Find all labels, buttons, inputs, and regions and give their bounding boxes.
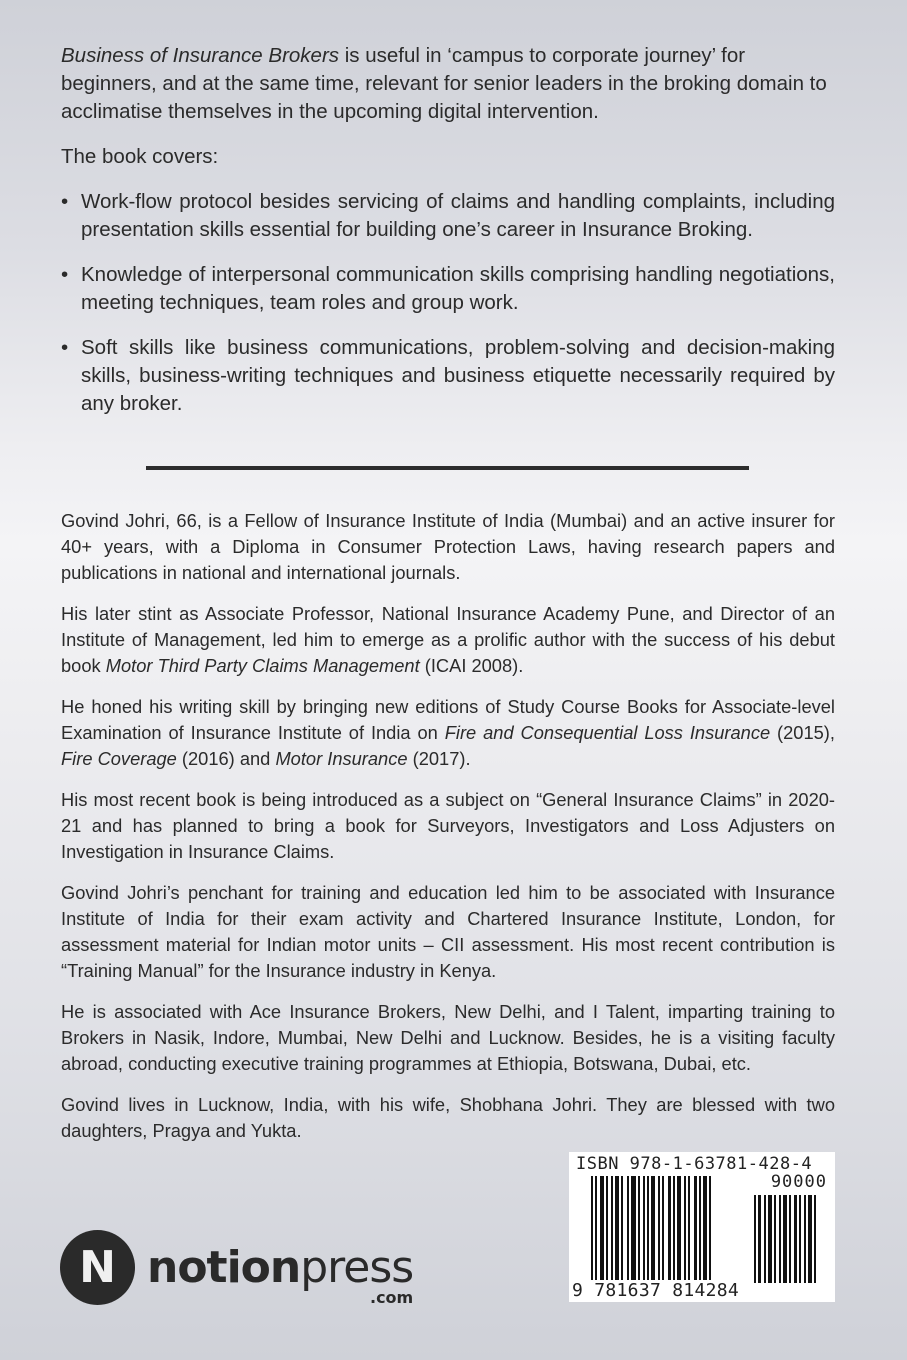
intro-paragraph: Business of Insurance Brokers is useful in ‘campus to corporate journey’ for beginners, and at the same time, relevant for senior leaders in the broking domain to acclimatise themselves in the upcoming digital intervention.	[61, 44, 827, 123]
section-divider	[146, 466, 749, 470]
bio-paragraph: Govind lives in Lucknow, India, with his wife, Shobhana Johri. They are blessed with two daughters, Pragya and Yukta.	[61, 1094, 835, 1141]
list-item: • Soft skills like business communications, problem-solving and decision-making skills, business-writing techniques and business etiquette necessarily required by any broker.	[61, 334, 835, 418]
covers-label: The book covers:	[61, 145, 219, 168]
author-bio	[61, 508, 835, 1159]
isbn-barcode	[569, 1152, 835, 1302]
book-description	[61, 42, 835, 435]
bio-paragraph: His later stint as Associate Professor, National Insurance Academy Pune, and Director of an Institute of Management, led him to emerge as a prolific author with the success of his debut book Motor Third Party Claims Management (ICAI 2008).	[61, 603, 835, 676]
bio-paragraph: He honed his writing skill by bringing new editions of Study Course Books for Associate-level Examination of Insurance Institute of India on Fire and Consequential Loss Insurance (2015), Fire Coverage (2016) and Motor Insurance (2017).	[61, 696, 835, 769]
publisher-logo	[60, 1230, 413, 1305]
isbn-label: ISBN 978-1-63781-428-4	[576, 1154, 813, 1174]
barcode-bars-icon	[591, 1176, 737, 1288]
list-item: • Knowledge of interpersonal communication skills comprising handling negotiations, meeting techniques, team roles and group work.	[61, 261, 835, 317]
addon-barcode-bars-icon	[754, 1195, 828, 1283]
bio-paragraph: He is associated with Ace Insurance Brokers, New Delhi, and I Talent, imparting training to Brokers in Nasik, Indore, Mumbai, New Delhi and Lucknow. Besides, he is a visiting faculty abroad, conducting executive training programmes at Ethiopia, Botswana, Dubai, etc.	[61, 1001, 835, 1074]
bio-paragraph: Govind Johri’s penchant for training and education led him to be associated with Insurance Institute of India for their exam activity and Chartered Insurance Institute, London, for assessment material for Indian motor units – CII assessment. His most recent contribution is “Training Manual” for the Insurance industry in Kenya.	[61, 882, 835, 981]
covers-list	[61, 188, 835, 418]
book-title: Business of Insurance Brokers	[61, 44, 340, 67]
bio-paragraph: His most recent book is being introduced as a subject on “General Insurance Claims” in 2020-21 and has planned to bring a book for Surveyors, Investigators and Loss Adjusters on Investigation in Insurance Claims.	[61, 789, 835, 862]
price-code: 90000	[770, 1172, 827, 1192]
notion-press-n-icon: N	[60, 1230, 135, 1305]
bio-paragraph: Govind Johri, 66, is a Fellow of Insurance Institute of India (Mumbai) and an active insurer for 40+ years, with a Diploma in Consumer Protection Laws, having research papers and publications in national and international journals.	[61, 510, 835, 583]
list-item: • Work-flow protocol besides servicing of claims and handling complaints, including presentation skills essential for building one’s career in Insurance Broking.	[61, 188, 835, 244]
publisher-wordmark: notionpress .com	[147, 1241, 414, 1307]
ean-number: 9 781637 814284	[572, 1280, 740, 1301]
